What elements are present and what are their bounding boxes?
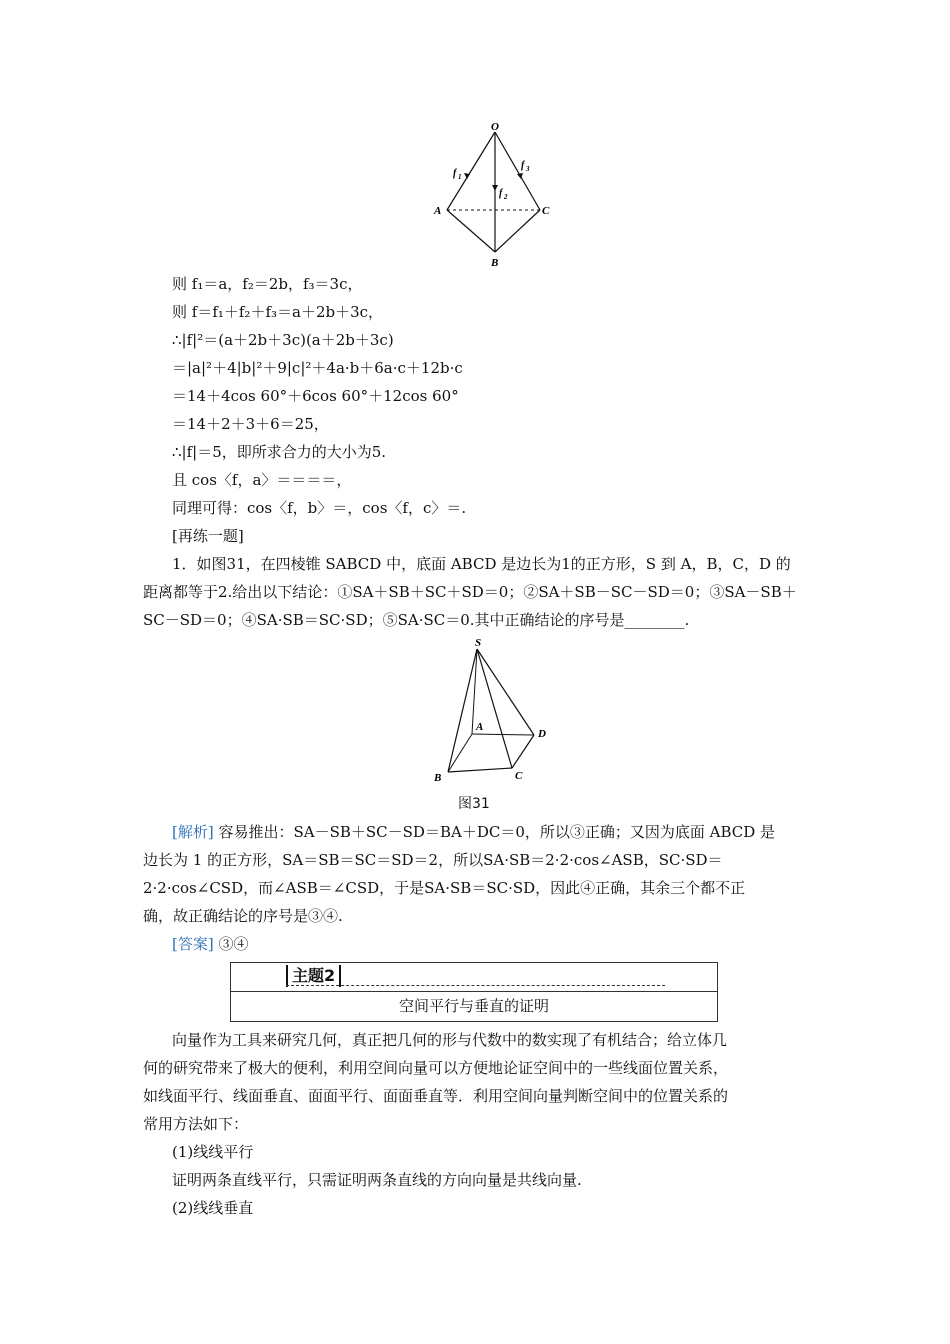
analysis-line: 边长为 1 的正方形，SA＝SB＝SC＝SD＝2，所以SA·SB＝2·2·cos∠ASB，SC·SD＝ [143, 851, 723, 869]
intro-line: 何的研究带来了极大的便利，利用空间向量可以方便地论证空间中的一些线面位置关系， [143, 1059, 729, 1077]
analysis-line: 2·2·cos∠CSD，而∠ASB＝∠CSD，于是SA·SB＝SC·SD，因此④正确，其余三个都不正 [143, 879, 746, 897]
answer-value: ③④ [218, 935, 249, 953]
label-A: A [476, 721, 484, 733]
figure-caption: 图31 [458, 796, 490, 812]
solution-line: ＝14＋4cos 60°＋6cos 60°＋12cos 60° [172, 387, 459, 405]
analysis-line-1 [172, 822, 775, 842]
pyramid-diagram [428, 634, 558, 786]
practice-heading: [再练一题] [172, 527, 244, 545]
label-C: C [542, 205, 550, 217]
analysis-tag: [解析] [172, 823, 214, 841]
topic-title: 主题2 [286, 965, 341, 987]
intro-line: 向量作为工具来研究几何，真正把几何的形与代数中的数实现了有机结合；给立体几 [172, 1031, 728, 1049]
problem-line: SC－SD＝0；④SA·SB＝SC·SD；⑤SA·SC＝0.其中正确结论的序号是________. [143, 611, 690, 629]
label-O: O [491, 121, 499, 133]
label-B: B [434, 772, 442, 784]
method-item-2: (2)线线垂直 [172, 1199, 254, 1217]
solution-line: 同理可得：cos〈f，b〉＝，cos〈f，c〉＝. [172, 499, 467, 517]
topic-header [231, 963, 717, 992]
solution-line: ∴|f|²＝(a＋2b＋3c)(a＋2b＋3c) [172, 331, 394, 349]
answer-line [172, 934, 249, 954]
analysis-line: 确，故正确结论的序号是③④. [143, 907, 343, 925]
intro-line: 常用方法如下： [143, 1115, 249, 1133]
label-D: D [538, 728, 546, 740]
label-A: A [434, 205, 442, 217]
label-B: B [491, 257, 499, 269]
topic-subtitle: 空间平行与垂直的证明 [398, 997, 549, 1015]
solution-line: ＝14＋2＋3＋6＝25， [172, 415, 329, 433]
solution-line: 且 cos〈f，a〉＝＝＝＝， [172, 471, 352, 489]
method-item-1: (1)线线平行 [172, 1143, 254, 1161]
label-f1-sub: 1 [458, 173, 462, 181]
analysis-text: 容易推出：SA－SB＋SC－SD＝BA＋DC＝0，所以③正确；又因为底面 ABCD 是 [218, 823, 776, 841]
answer-tag: [答案] [172, 935, 214, 953]
solution-line: ∴|f|＝5，即所求合力的大小为5. [172, 443, 387, 461]
label-f2: f [499, 188, 503, 199]
solution-line: ＝|a|²＋4|b|²＋9|c|²＋4a·b＋6a·c＋12b·c [172, 359, 463, 377]
label-f1: f [453, 168, 457, 179]
label-f3-sub: 3 [526, 165, 530, 173]
problem-line: 距离都等于2.给出以下结论：①SA＋SB＋SC＋SD＝0；②SA＋SB－SC－SD＝0；③SA－SB＋ [143, 583, 797, 601]
label-S: S [475, 637, 482, 649]
problem-line: 1．如图31，在四棱锥 SABCD 中，底面 ABCD 是边长为1的正方形，S 到 A，B，C，D 的 [172, 555, 791, 573]
solution-line: 则 f＝f₁＋f₂＋f₃＝a＋2b＋3c， [172, 303, 384, 321]
force-diagram [420, 118, 560, 270]
method-item-1-text: 证明两条直线平行，只需证明两条直线的方向向量是共线向量. [172, 1171, 582, 1189]
label-f3: f [521, 160, 525, 171]
intro-line: 如线面平行、线面垂直、面面平行、面面垂直等．利用空间向量判断空间中的位置关系的 [143, 1087, 729, 1105]
label-C: C [515, 770, 523, 782]
topic-box [230, 962, 718, 1022]
label-f2-sub: 2 [504, 193, 508, 201]
solution-line: 则 f₁＝a，f₂＝2b，f₃＝3c， [172, 275, 363, 293]
topic-divider [286, 985, 665, 986]
